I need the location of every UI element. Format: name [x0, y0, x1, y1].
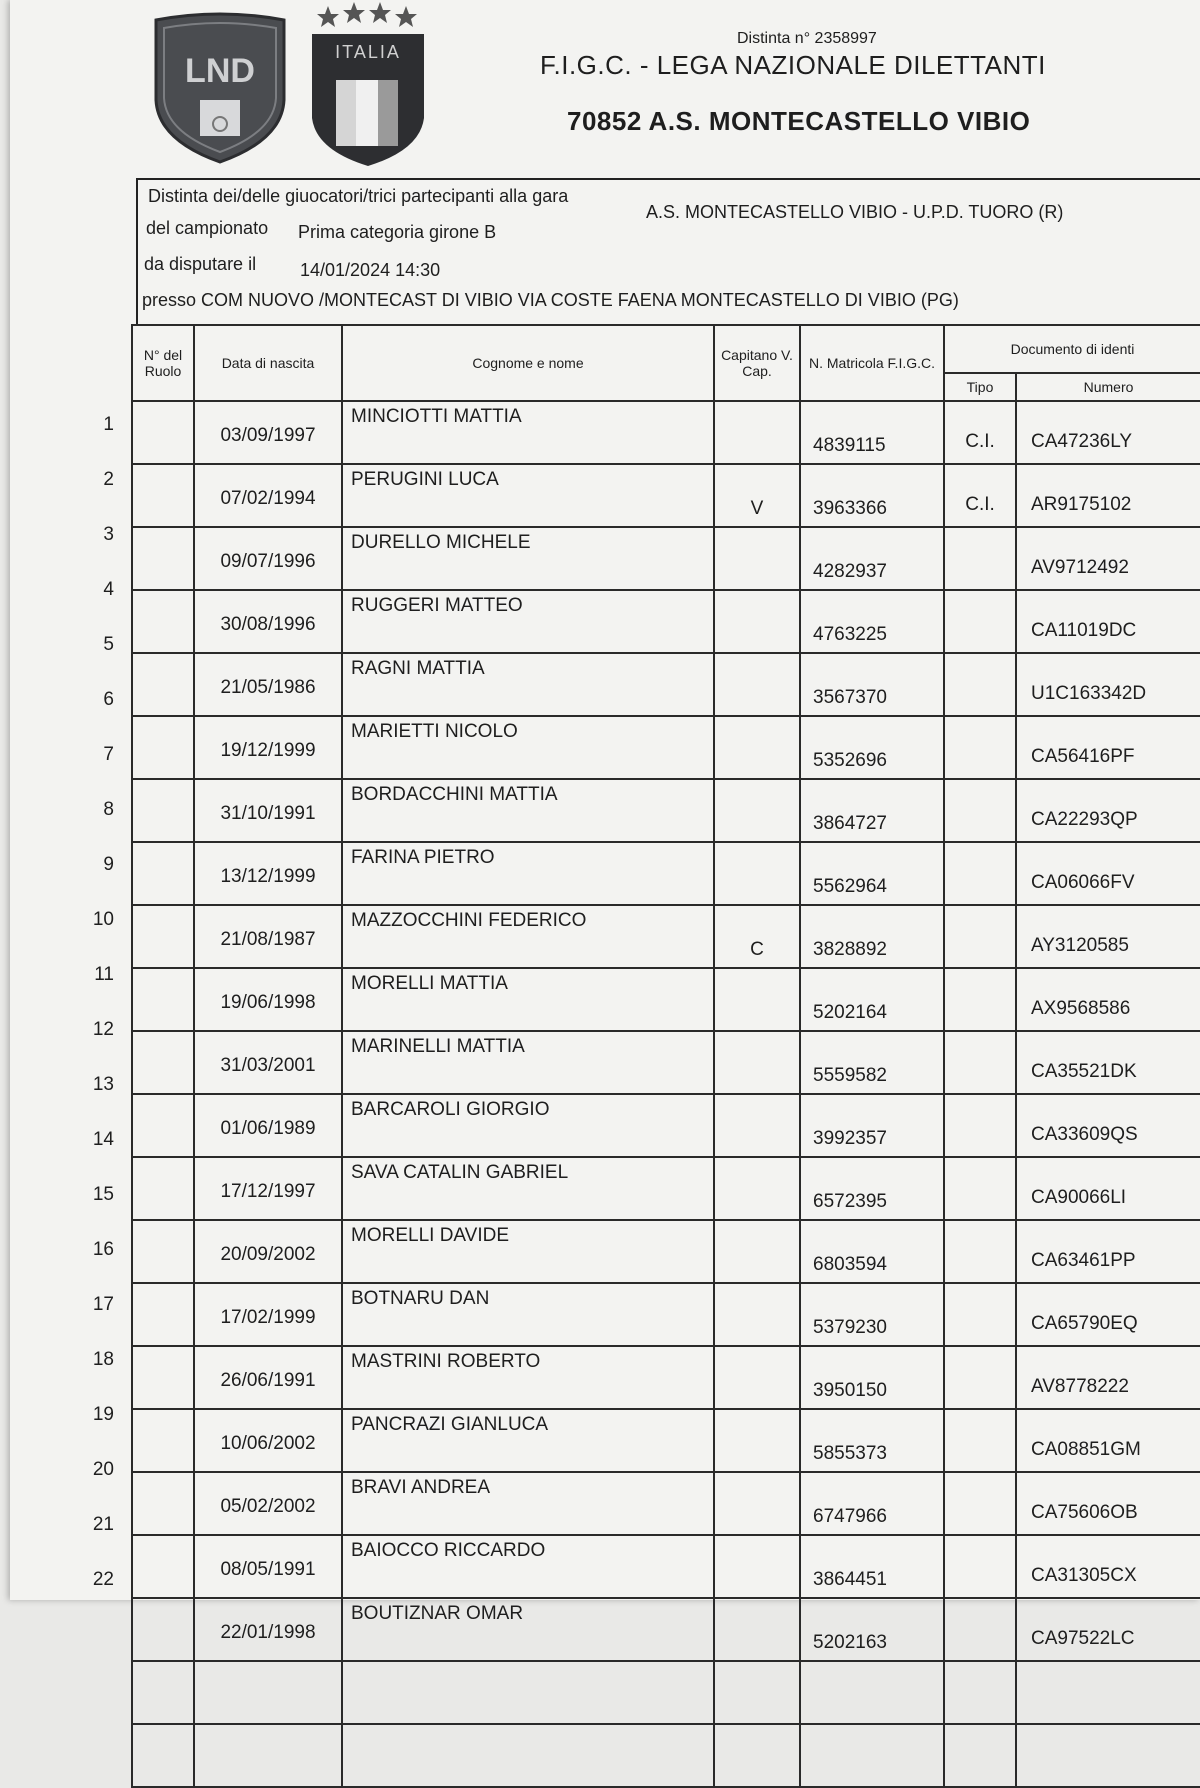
matricola-cell: 5202163	[800, 1598, 944, 1661]
row-number: 17	[92, 1294, 114, 1315]
info-gara-value: A.S. MONTECASTELLO VIBIO - U.P.D. TUORO (R)	[646, 202, 1064, 222]
birthdate-cell	[194, 1724, 342, 1787]
birthdate-cell: 17/02/1999	[194, 1283, 342, 1346]
captain-cell	[714, 1346, 800, 1409]
doc-type-cell	[944, 779, 1016, 842]
birthdate-cell: 09/07/1996	[194, 527, 342, 590]
captain-cell	[714, 401, 800, 464]
player-name-cell	[342, 1724, 714, 1787]
ruolo-cell	[132, 464, 194, 527]
table-row	[132, 1409, 1200, 1472]
table-row	[132, 1220, 1200, 1283]
player-name-cell: SAVA CATALIN GABRIEL	[342, 1157, 714, 1220]
doc-number-cell	[1016, 1724, 1200, 1787]
matricola-cell: 3828892	[800, 905, 944, 968]
table-row	[132, 464, 1200, 527]
row-number: 2	[103, 469, 114, 490]
doc-type-cell	[944, 1598, 1016, 1661]
player-name-cell	[342, 1661, 714, 1724]
table-row	[132, 779, 1200, 842]
birthdate-cell: 22/01/1998	[194, 1598, 342, 1661]
italia-logo-text: ITALIA	[335, 42, 401, 62]
matricola-cell	[800, 1661, 944, 1724]
table-row	[132, 1535, 1200, 1598]
ruolo-cell	[132, 1094, 194, 1157]
ruolo-cell	[132, 968, 194, 1031]
table-row	[132, 1598, 1200, 1661]
info-gara-label: Distinta dei/delle giuocatori/trici partecipanti alla gara	[148, 186, 569, 206]
matricola-cell: 4282937	[800, 527, 944, 590]
doc-type-cell	[944, 1031, 1016, 1094]
captain-cell	[714, 779, 800, 842]
doc-type-cell	[944, 716, 1016, 779]
birthdate-cell: 08/05/1991	[194, 1535, 342, 1598]
row-number: 9	[103, 854, 114, 875]
captain-cell	[714, 1220, 800, 1283]
match-info-box	[136, 178, 1200, 326]
captain-cell	[714, 1157, 800, 1220]
captain-cell	[714, 590, 800, 653]
birthdate-cell: 01/06/1989	[194, 1094, 342, 1157]
row-number: 11	[94, 964, 114, 985]
doc-type-cell: C.I.	[944, 401, 1016, 464]
ruolo-cell	[132, 1724, 194, 1787]
doc-type-cell	[944, 1535, 1016, 1598]
birthdate-cell: 30/08/1996	[194, 590, 342, 653]
doc-type-cell	[944, 1472, 1016, 1535]
captain-cell: V	[714, 464, 800, 527]
row-number: 21	[92, 1514, 114, 1535]
captain-cell: C	[714, 905, 800, 968]
player-name-cell: DURELLO MICHELE	[342, 527, 714, 590]
birthdate-cell: 10/06/2002	[194, 1409, 342, 1472]
table-row	[132, 1094, 1200, 1157]
captain-cell	[714, 1724, 800, 1787]
table-row	[132, 1472, 1200, 1535]
doc-type-cell	[944, 653, 1016, 716]
player-name-cell: RUGGERI MATTEO	[342, 590, 714, 653]
player-name-cell: MAZZOCCHINI FEDERICO	[342, 905, 714, 968]
lnd-logo-text: LND	[185, 52, 255, 90]
matricola-cell: 5559582	[800, 1031, 944, 1094]
row-number: 10	[92, 909, 114, 930]
col-matricola: N. Matricola F.I.G.C.	[800, 325, 944, 401]
doc-number-cell: CA31305CX	[1016, 1535, 1200, 1598]
ruolo-cell	[132, 1031, 194, 1094]
table-row	[132, 401, 1200, 464]
row-number: 4	[103, 579, 114, 600]
matricola-cell: 4839115	[800, 401, 944, 464]
doc-number-cell: CA22293QP	[1016, 779, 1200, 842]
birthdate-cell: 07/02/1994	[194, 464, 342, 527]
captain-cell	[714, 716, 800, 779]
player-name-cell: BORDACCHINI MATTIA	[342, 779, 714, 842]
captain-cell	[714, 1535, 800, 1598]
row-number: 5	[103, 634, 114, 655]
row-number: 20	[92, 1459, 114, 1480]
ruolo-cell	[132, 1346, 194, 1409]
birthdate-cell: 26/06/1991	[194, 1346, 342, 1409]
player-name-cell: MASTRINI ROBERTO	[342, 1346, 714, 1409]
player-name-cell: BOUTIZNAR OMAR	[342, 1598, 714, 1661]
doc-type-cell	[944, 1283, 1016, 1346]
ruolo-cell	[132, 1598, 194, 1661]
info-luogo: presso COM NUOVO /MONTECAST DI VIBIO VIA COSTE FAENA MONTECASTELLO DI VIBIO (PG)	[142, 290, 959, 310]
player-name-cell: BARCAROLI GIORGIO	[342, 1094, 714, 1157]
captain-cell	[714, 968, 800, 1031]
doc-type-cell: C.I.	[944, 464, 1016, 527]
player-name-cell: RAGNI MATTIA	[342, 653, 714, 716]
birthdate-cell: 31/03/2001	[194, 1031, 342, 1094]
doc-number-cell: AV9712492	[1016, 527, 1200, 590]
row-number: 12	[92, 1019, 114, 1040]
col-documento: Documento di identi	[944, 325, 1200, 373]
matricola-cell	[800, 1724, 944, 1787]
row-number: 13	[92, 1074, 114, 1095]
table-row	[132, 905, 1200, 968]
row-number: 1	[103, 414, 114, 435]
table-row	[132, 968, 1200, 1031]
table-row	[132, 1661, 1200, 1724]
birthdate-cell: 19/12/1999	[194, 716, 342, 779]
matricola-cell: 3864727	[800, 779, 944, 842]
birthdate-cell: 20/09/2002	[194, 1220, 342, 1283]
players-table	[131, 324, 1200, 1788]
table-row	[132, 590, 1200, 653]
birthdate-cell	[194, 1661, 342, 1724]
table-row	[132, 1346, 1200, 1409]
row-number: 14	[92, 1129, 114, 1150]
captain-cell	[714, 1094, 800, 1157]
ruolo-cell	[132, 716, 194, 779]
ruolo-cell	[132, 1283, 194, 1346]
matricola-cell: 3992357	[800, 1094, 944, 1157]
row-number: 8	[103, 799, 114, 820]
matricola-cell: 3950150	[800, 1346, 944, 1409]
ruolo-cell	[132, 527, 194, 590]
birthdate-cell: 19/06/1998	[194, 968, 342, 1031]
captain-cell	[714, 1598, 800, 1661]
ruolo-cell	[132, 905, 194, 968]
ruolo-cell	[132, 1220, 194, 1283]
captain-cell	[714, 1409, 800, 1472]
table-row	[132, 1031, 1200, 1094]
ruolo-cell	[132, 1535, 194, 1598]
doc-number-cell: CA33609QS	[1016, 1094, 1200, 1157]
doc-number-cell: AV8778222	[1016, 1346, 1200, 1409]
birthdate-cell: 21/08/1987	[194, 905, 342, 968]
doc-type-cell	[944, 905, 1016, 968]
player-name-cell: FARINA PIETRO	[342, 842, 714, 905]
captain-cell	[714, 1283, 800, 1346]
birthdate-cell: 03/09/1997	[194, 401, 342, 464]
ruolo-cell	[132, 401, 194, 464]
player-name-cell: BOTNARU DAN	[342, 1283, 714, 1346]
info-campionato-value: Prima categoria girone B	[298, 222, 497, 242]
doc-number-cell: AX9568586	[1016, 968, 1200, 1031]
doc-type-cell	[944, 1661, 1016, 1724]
matricola-cell: 5202164	[800, 968, 944, 1031]
doc-number-cell: AR9175102	[1016, 464, 1200, 527]
row-number: 22	[92, 1569, 114, 1590]
captain-cell	[714, 653, 800, 716]
col-ruolo: N° del Ruolo	[132, 325, 194, 401]
player-name-cell: MORELLI DAVIDE	[342, 1220, 714, 1283]
doc-number-cell: CA08851GM	[1016, 1409, 1200, 1472]
ruolo-cell	[132, 1661, 194, 1724]
federation-title: F.I.G.C. - LEGA NAZIONALE DILETTANTI	[540, 50, 1046, 80]
row-number: 19	[92, 1404, 114, 1425]
player-name-cell: PANCRAZI GIANLUCA	[342, 1409, 714, 1472]
row-number: 18	[92, 1349, 114, 1370]
player-name-cell: MARINELLI MATTIA	[342, 1031, 714, 1094]
matricola-cell: 5379230	[800, 1283, 944, 1346]
table-row	[132, 842, 1200, 905]
doc-number-cell: CA56416PF	[1016, 716, 1200, 779]
doc-number-cell: AY3120585	[1016, 905, 1200, 968]
ruolo-cell	[132, 590, 194, 653]
doc-number-cell: CA35521DK	[1016, 1031, 1200, 1094]
matricola-cell: 3963366	[800, 464, 944, 527]
col-data-nascita: Data di nascita	[194, 325, 342, 401]
matricola-cell: 4763225	[800, 590, 944, 653]
matricola-cell: 5562964	[800, 842, 944, 905]
doc-type-cell	[944, 1409, 1016, 1472]
table-row	[132, 1724, 1200, 1787]
col-capitano: Capitano V. Cap.	[714, 325, 800, 401]
row-number: 3	[103, 524, 114, 545]
col-numero: Numero	[1016, 373, 1200, 401]
row-number: 6	[103, 689, 114, 710]
player-name-cell: BRAVI ANDREA	[342, 1472, 714, 1535]
table-row	[132, 716, 1200, 779]
doc-type-cell	[944, 1220, 1016, 1283]
birthdate-cell: 05/02/2002	[194, 1472, 342, 1535]
player-name-cell: BAIOCCO RICCARDO	[342, 1535, 714, 1598]
ruolo-cell	[132, 779, 194, 842]
col-tipo: Tipo	[944, 373, 1016, 401]
birthdate-cell: 21/05/1986	[194, 653, 342, 716]
captain-cell	[714, 1472, 800, 1535]
lnd-logo	[150, 12, 290, 164]
italia-logo	[306, 0, 430, 168]
doc-type-cell	[944, 842, 1016, 905]
player-name-cell: MARIETTI NICOLO	[342, 716, 714, 779]
doc-type-cell	[944, 1346, 1016, 1409]
distinta-number: Distinta n° 2358997	[737, 30, 877, 47]
doc-type-cell	[944, 527, 1016, 590]
table-row	[132, 653, 1200, 716]
ruolo-cell	[132, 842, 194, 905]
birthdate-cell: 31/10/1991	[194, 779, 342, 842]
doc-number-cell: CA63461PP	[1016, 1220, 1200, 1283]
ruolo-cell	[132, 1472, 194, 1535]
doc-number-cell: CA97522LC	[1016, 1598, 1200, 1661]
info-data-value: 14/01/2024 14:30	[300, 260, 441, 280]
doc-number-cell: CA75606OB	[1016, 1472, 1200, 1535]
doc-type-cell	[944, 590, 1016, 653]
table-row	[132, 1283, 1200, 1346]
matricola-cell: 6803594	[800, 1220, 944, 1283]
ruolo-cell	[132, 1409, 194, 1472]
row-number: 16	[92, 1239, 114, 1260]
doc-number-cell	[1016, 1661, 1200, 1724]
ruolo-cell	[132, 653, 194, 716]
doc-number-cell: CA47236LY	[1016, 401, 1200, 464]
doc-number-cell: CA06066FV	[1016, 842, 1200, 905]
matricola-cell: 6572395	[800, 1157, 944, 1220]
player-name-cell: PERUGINI LUCA	[342, 464, 714, 527]
row-number: 7	[103, 744, 114, 765]
doc-type-cell	[944, 1724, 1016, 1787]
captain-cell	[714, 1031, 800, 1094]
captain-cell	[714, 527, 800, 590]
table-row	[132, 1157, 1200, 1220]
club-title: 70852 A.S. MONTECASTELLO VIBIO	[567, 106, 1031, 136]
col-cognome-nome: Cognome e nome	[342, 325, 714, 401]
matricola-cell: 5855373	[800, 1409, 944, 1472]
info-campionato-label: del campionato	[146, 218, 269, 238]
doc-type-cell	[944, 1094, 1016, 1157]
ruolo-cell	[132, 1157, 194, 1220]
birthdate-cell: 13/12/1999	[194, 842, 342, 905]
matricola-cell: 3567370	[800, 653, 944, 716]
matricola-cell: 5352696	[800, 716, 944, 779]
table-row	[132, 527, 1200, 590]
captain-cell	[714, 842, 800, 905]
doc-number-cell: CA90066LI	[1016, 1157, 1200, 1220]
doc-number-cell: CA65790EQ	[1016, 1283, 1200, 1346]
player-name-cell: MORELLI MATTIA	[342, 968, 714, 1031]
birthdate-cell: 17/12/1997	[194, 1157, 342, 1220]
matricola-cell: 3864451	[800, 1535, 944, 1598]
doc-number-cell: U1C163342D	[1016, 653, 1200, 716]
matricola-cell: 6747966	[800, 1472, 944, 1535]
stars-icon	[317, 2, 417, 27]
player-name-cell: MINCIOTTI MATTIA	[342, 401, 714, 464]
captain-cell	[714, 1661, 800, 1724]
doc-number-cell: CA11019DC	[1016, 590, 1200, 653]
info-data-label: da disputare il	[144, 254, 257, 274]
doc-type-cell	[944, 1157, 1016, 1220]
row-number: 15	[92, 1184, 114, 1205]
doc-type-cell	[944, 968, 1016, 1031]
